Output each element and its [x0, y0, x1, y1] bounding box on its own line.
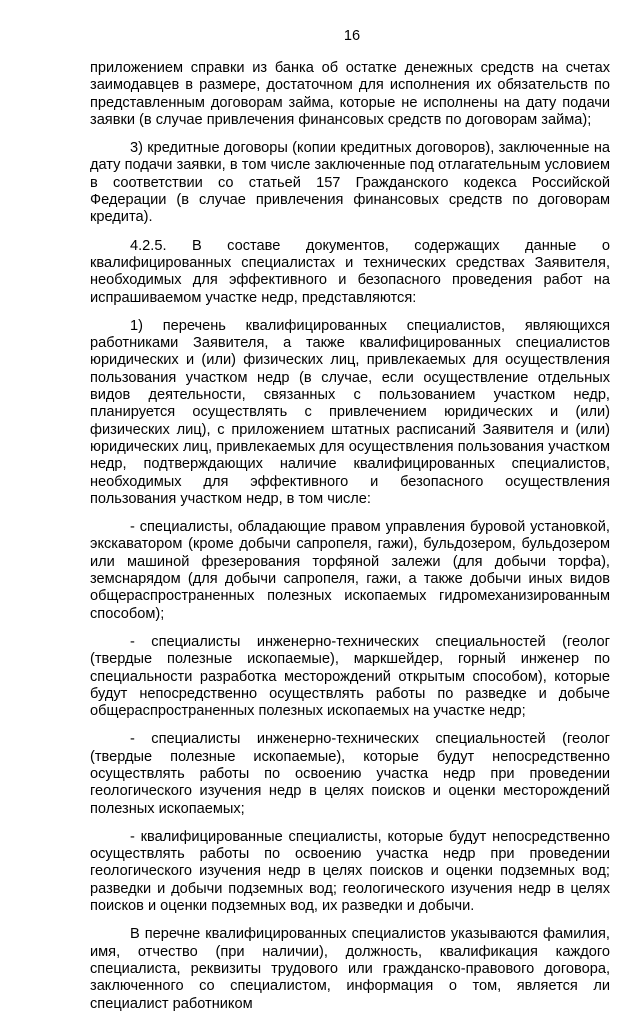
document-page [90, 28, 610, 1024]
page-number: 16 [343, 28, 361, 44]
paragraph-credit-agreements: 3) кредитные договоры (копии кредитных договоров), заключенные на дату подачи заявки, в том числе заключенные под отлагательным условием в соответствии со статьей 157 Гражданского кодекса Российской Федерации (в случае привлечения финансовых средств по договорам кредита). [90, 140, 610, 226]
paragraph-groundwater-specialists: - квалифицированные специалисты, которые будут непосредственно осуществлять работы по освоению участка недр при проведении геологического изучения недр в целях поисков и оценки подземных вод; разведки и добычи подземных вод; геологического изучения недр в целях поисков и оценки подземных вод, их разведки и добычи. [90, 828, 610, 915]
paragraph-engineering-specialists-mining: - специалисты инженерно-технических специальностей (геолог (твердые полезные ископаемые), маркшейдер, горный инженер по специальности разработка месторождений открытым способом), которые будут непосредственно осуществлять работы по разведке и добыче общераспространенных полезных ископаемых на участке недр; [90, 633, 610, 720]
paragraph-equipment-operators: - специалисты, обладающие правом управления буровой установкой, экскаватором (кроме добычи сапропеля, гажи), бульдозером, бульдозером или машиной фрезерования торфяной залежи (для добычи торфа), земснарядом (для добычи сапропеля, гажи, а также добычи иных видов общераспространенных полезных ископаемых гидромеханизированным способом); [90, 519, 610, 622]
paragraph-section-4-2-5: 4.2.5. В составе документов, содержащих данные о квалифицированных специалистах и технических средствах Заявителя, необходимых для эффективного и безопасного проведения работ на испрашиваемом участке недр, представляются: [90, 237, 610, 306]
paragraph-engineering-specialists-geology: - специалисты инженерно-технических специальностей (геолог (твердые полезные ископаемые), которые будут непосредственно осуществлять работы по освоению участка недр при проведении геологического изучения недр в целях поисков и оценки месторождений полезных ископаемых; [90, 731, 610, 817]
paragraph-loan-certificate: приложением справки из банка об остатке денежных средств на счетах заимодавцев в размере, достаточном для исполнения их обязательств по представленным договорам займа, которые не исполнены на дату подачи заявки (в случае привлечения финансовых средств по договорам займа); [90, 60, 610, 128]
paragraph-specialist-details: В перечне квалифицированных специалистов указываются фамилия, имя, отчество (при наличии), должность, квалификация каждого специалиста, реквизиты трудового или гражданско-правового договора, заключенного со специалистом, информация о том, является ли специалист работником [90, 926, 610, 1012]
paragraph-specialists-list: 1) перечень квалифицированных специалистов, являющихся работниками Заявителя, а также квалифицированных специалистов юридических и (или) физических лиц, привлекаемых для осуществления пользования участком недр (в случае, если осуществление отдельных видов деятельности, связанных с пользованием участком недр, планируется осуществлять с привлечением юридических и (или) физических лиц), с приложением штатных расписаний Заявителя и (или) юридических лиц, привлекаемых для осуществления пользования участком недр, подтверждающих наличие квалифицированных специалистов, необходимых для эффективного и безопасного осуществления пользования участком недр, в том числе: [90, 317, 610, 507]
